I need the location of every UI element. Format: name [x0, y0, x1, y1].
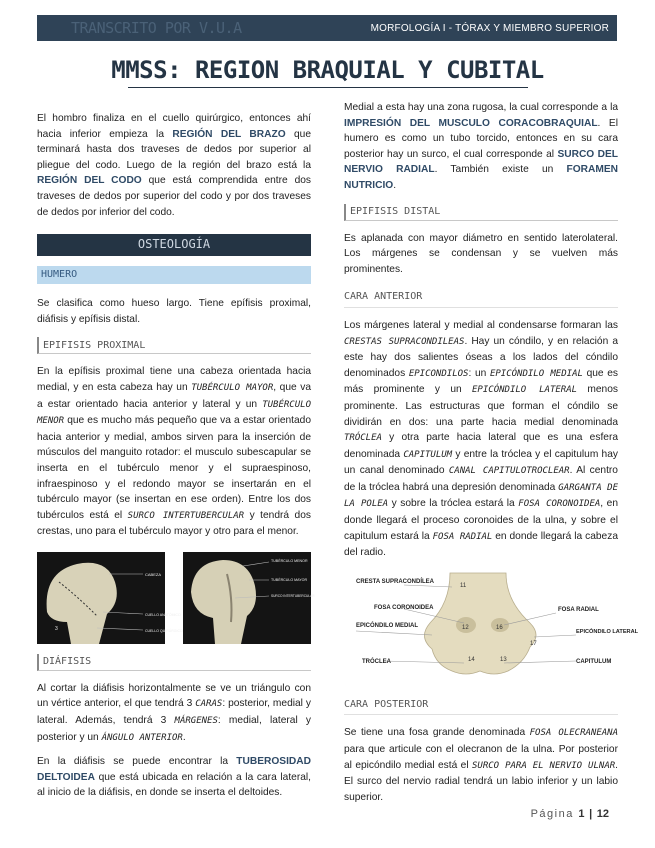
page-title: MMSS: REGION BRAQUIAL Y CUBITAL: [111, 56, 544, 84]
term-angulo-anterior: ÁNGULO ANTERIOR: [101, 732, 183, 743]
term-impresion-coracobraquial: IMPRESIÓN DEL MUSCULO CORACOBRAQUIAL: [344, 117, 598, 129]
label-epicondilo-medial: EPICÓNDILO MEDIAL: [356, 622, 419, 629]
label-cabeza: CABEZA: [145, 571, 162, 577]
number-12: 12: [462, 624, 469, 631]
humero-paragraph: Se clasifica como hueso largo. Tiene epífisis proximal, diáfisis y epífisis distal.: [37, 298, 311, 325]
author-credit: TRANSCRITO POR V.U.A: [71, 19, 242, 37]
cara-anterior-paragraph: Los márgenes lateral y medial al condensarse formaran las CRESTAS SUPRACONDILEAS. Hay un cóndilo, y en relación a este hay dos salientes óseas a los lados del cóndilo denominados EPICONDILOS: un EPICÓNDILO MEDIAL que es más prominente y un EPICÓNDILO LATERAL menos prominente. Las estructuras que forman el cóndilo se dividirán en dos: una parte hacia medial denominada TRÓCLEA y otra parte hacia lateral que es una esfera denominada CAPITULUM y entre la tróclea y el capitulum hay un canal denominado CANAL CAPITULOTROCLEAR. Al centro de la tróclea habrá una depresión denominada GARGANTA DE LA POLEA y sobre la tróclea estará la FOSA CORONOIDEA, en donde llegará el proceso coronoides de la ulna, y sobre el capitulum estará la FOSA RADIAL en donde llegará la cabeza del radio.: [344, 319, 618, 559]
label-number-3: 3: [55, 625, 58, 632]
label-fosa-coronoidea: FOSA CORONOIDEA: [374, 604, 434, 611]
intro-paragraph: El hombro finaliza en el cuello quirúrgico, entonces ahí hacia inferior empieza la REGIÓN DEL BRAZO que terminará hasta dos traveses de dedos por superior al pliegue del codo. Luego de la región del brazo está la REGIÓN DEL CODO que está comprendida entre dos traveses de dedos por superior del codo y por dos traveses de dedos por inferior del codo.: [37, 113, 312, 218]
figure-humerus-neck: [37, 552, 183, 644]
term-caras: CARAS: [195, 699, 223, 710]
number-14: 14: [468, 656, 475, 663]
distal-humerus-image: [354, 573, 639, 685]
heading-cara-posterior: CARA POSTERIOR: [344, 697, 618, 716]
label-epicondilo-lateral: EPICÓNDILO LATERAL: [576, 628, 639, 635]
title-underline: [128, 87, 528, 88]
label-capitulum: CAPITULUM: [576, 658, 612, 665]
term-foramen-nutricio: FORAMEN NUTRICIO: [344, 164, 619, 191]
footer-page-label: Página: [530, 808, 574, 820]
diafisis-paragraph-1: Al cortar la diáfisis horizontalmente se ve un triángulo con un vértice anterior, el que tendrá 3 CARAS: posterior, medial y lateral. Además, tendrá 3 MÁRGENES: medial, lateral y posterior y un ÁNGULO ANTERIOR.: [37, 682, 311, 743]
label-cresta-supracondilea: CRESTA SUPRACONDÍLEA: [356, 578, 435, 585]
term-margenes: MÁRGENES: [174, 716, 218, 727]
number-16: 16: [496, 624, 503, 631]
course-title: MORFOLOGÍA I - TÓRAX Y MIEMBRO SUPERIOR: [370, 22, 609, 34]
number-13: 13: [500, 656, 507, 663]
heading-cara-anterior: CARA ANTERIOR: [344, 289, 618, 308]
term-surco-intertubercular: SURCO INTERTUBERCULAR: [127, 510, 245, 521]
left-column: [37, 111, 315, 809]
footer-total-pages: 12: [596, 808, 609, 820]
term-surco-nervio-radial: SURCO DEL NERVIO RADIAL: [344, 148, 618, 176]
heading-humero: HUMERO: [37, 266, 311, 284]
label-tuberculo-menor: TUBÉRCULO MENOR: [271, 558, 308, 563]
figure-humerus-tubercles: [183, 552, 315, 644]
footer-page-number: 1: [578, 808, 585, 820]
humerus-tubercles-image: [183, 552, 315, 644]
page-header: [37, 15, 617, 41]
cara-posterior-paragraph: Se tiene una fosa grande denominada FOSA OLECRANEANA para que articule con el olecranon de la ulna. Por posterior al epicóndilo medial está el SURCO PARA EL NERVIO ULNAR. El surco del nervio radial tendrá un labio inferior y un labio superior.: [344, 727, 618, 803]
humerus-head-image: [37, 552, 183, 644]
label-troclea: TRÓCLEA: [362, 658, 391, 665]
label-surco-intertubercular: SURCO INTERTUBERCULAR: [271, 593, 315, 598]
heading-epifisis-distal: EPIFISIS DISTAL: [344, 204, 618, 221]
diafisis-paragraph-2: En la diáfisis se puede encontrar la TUBEROSIDAD DELTOIDEA que está ubicada en relación a la cara lateral, al inicio de la diáfisis, en donde se inserta el deltoides.: [37, 756, 311, 799]
label-tuberculo-mayor: TUBÉRCULO MAYOR: [271, 577, 308, 582]
term-surco-nervio-ulnar: SURCO PARA EL NERVIO ULNAR: [472, 760, 616, 771]
footer-separator: |: [589, 808, 593, 820]
section-osteologia: OSTEOLOGÍA: [37, 234, 311, 256]
right-intro-paragraph: Medial a esta hay una zona rugosa, la cual corresponde a la IMPRESIÓN DEL MUSCULO CORACOBRAQUIAL. El humero es como un tubo torcido, entonces en su cara posterior hay un surco, el cual corresponde al SURCO DEL NERVIO RADIAL. También existe un FORAMEN NUTRICIO.: [344, 102, 619, 191]
term-fosa-olecraneana: FOSA OLECRANEANA: [529, 728, 618, 739]
number-17: 17: [530, 640, 537, 647]
heading-epifisis-proximal: EPIFISIS PROXIMAL: [37, 337, 311, 354]
label-cuello-anatomico: CUELLO ANATÓMICO: [145, 612, 181, 617]
epifisis-distal-paragraph: Es aplanada con mayor diámetro en sentido laterolateral. Los márgenes se condensan y se vuelven más prominentes.: [344, 232, 618, 275]
heading-diafisis: DIÁFISIS: [37, 654, 311, 671]
term-region-codo: REGIÓN DEL CODO: [37, 175, 142, 187]
label-cuello-quirurgico: CUELLO QUIRÚRGICO: [145, 628, 183, 633]
term-tuberculo-menor: TUBÉRCULO MENOR: [37, 399, 311, 427]
proximal-humerus-figures: [37, 552, 315, 644]
page-footer: [531, 808, 609, 820]
right-column: [344, 100, 639, 813]
term-tuberculo-mayor: TUBÉRCULO MAYOR: [191, 382, 274, 393]
term-tuberosidad-deltoidea: TUBEROSIDAD DELTOIDEA: [37, 756, 311, 783]
label-fosa-radial: FOSA RADIAL: [558, 606, 599, 613]
figure-distal-humerus: [354, 573, 639, 685]
term-region-brazo: REGIÓN DEL BRAZO: [172, 128, 286, 140]
number-11: 11: [460, 582, 467, 589]
epifisis-proximal-paragraph: En la epífisis proximal tiene una cabeza orientada hacia medial, y en esta cabeza hay un TUBÉRCULO MAYOR, que va a estar orientado hacia anterior y lateral y un TUBÉRCULO MENOR que es mucho más pequeño que va a estar orientado hacia anterior y medial, ambos sirven para la inserción de músculos del manguito rotador: el musculo subescapular se inserta en el tubérculo menor y el supraespinoso, infraespinoso y el redondo mayor se insertarán en el tubérculo mayor (se insertan en ese orden). Entre los dos tubérculos está el SURCO INTERTUBERCULAR y tendrá dos crestas, uno para el tubérculo mayor y otro para el menor.: [37, 366, 312, 538]
